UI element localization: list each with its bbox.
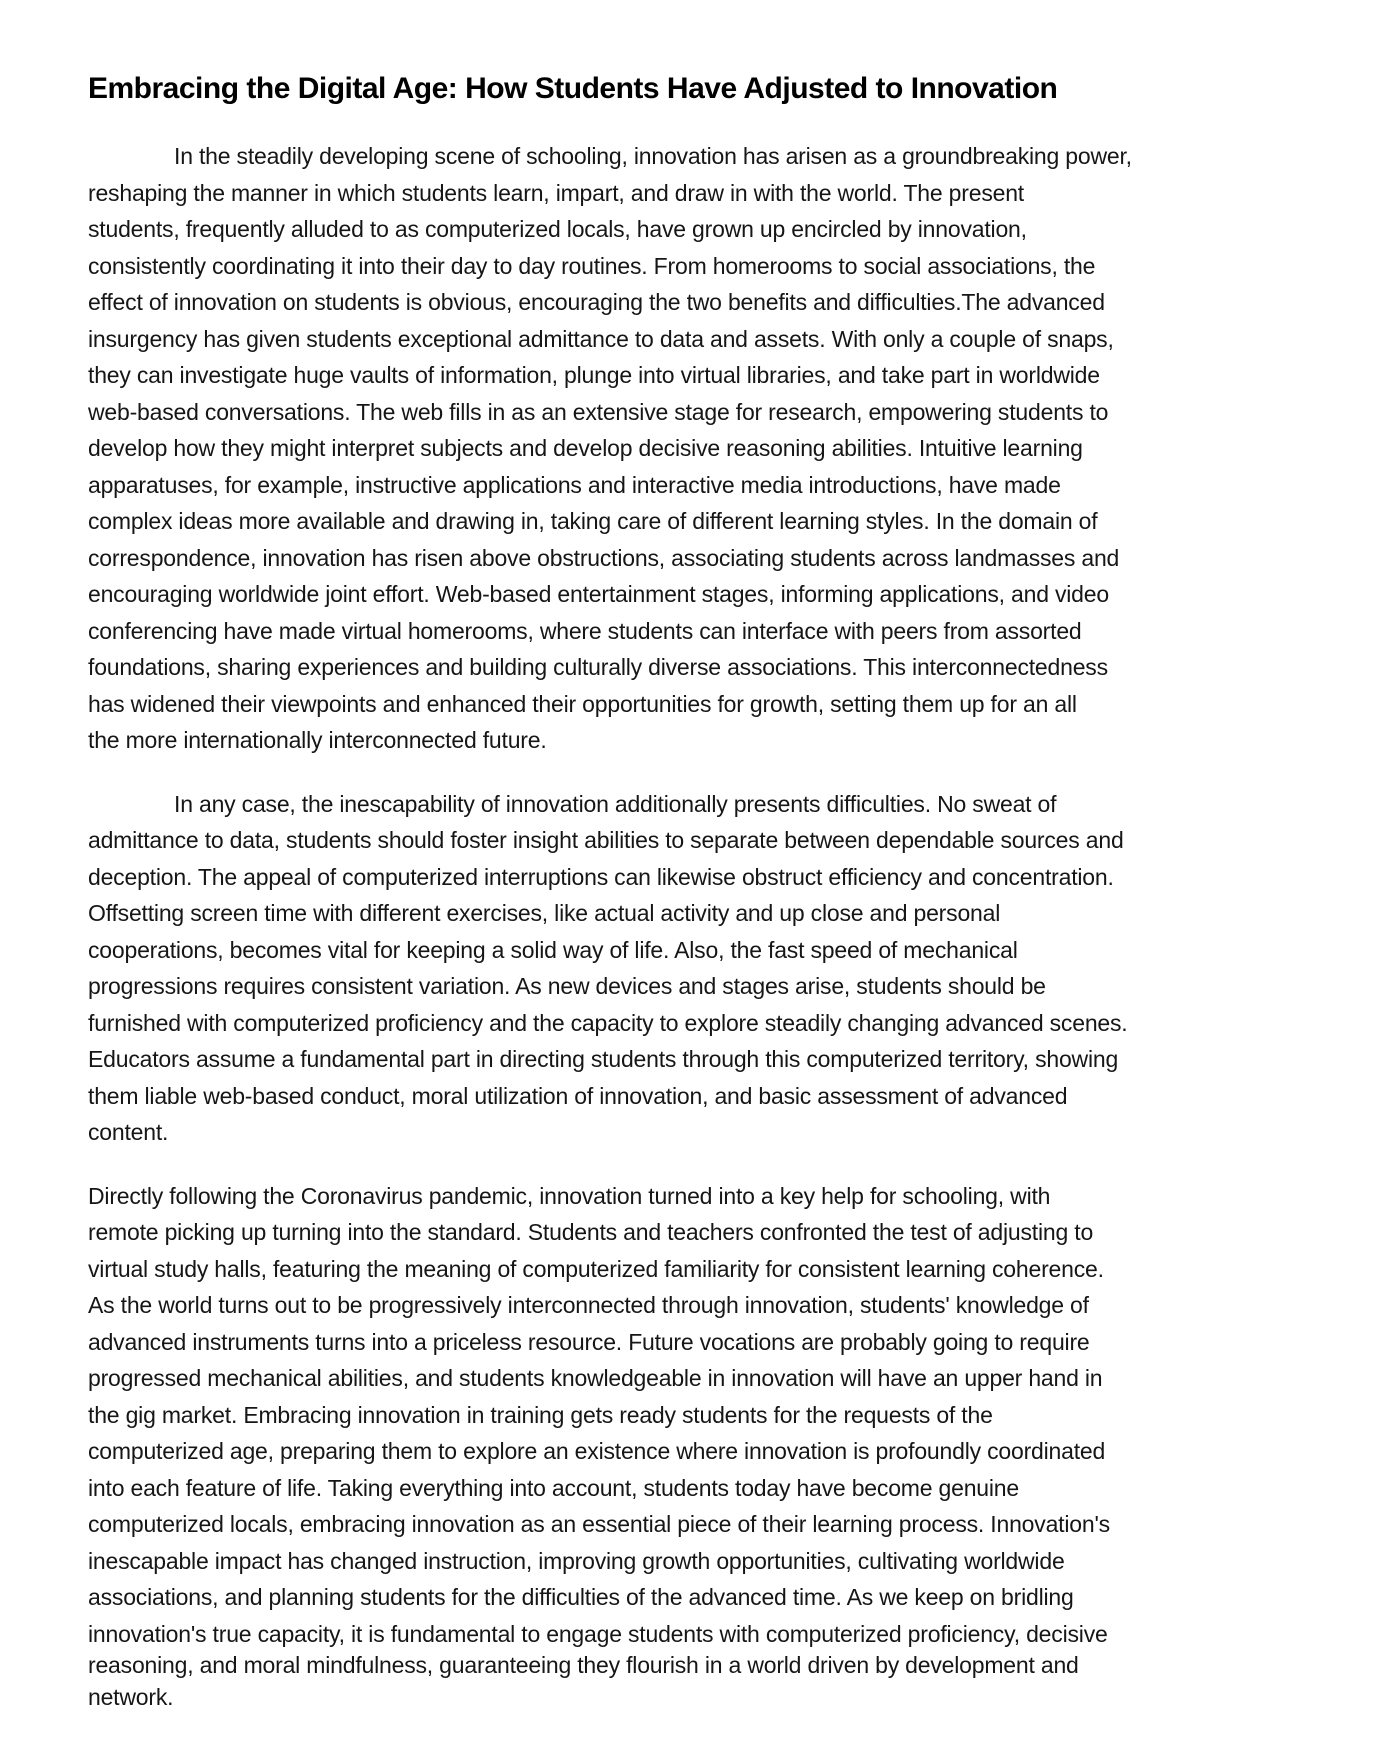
text-line: reshaping the manner in which students learn, impart, and draw in with the world. The present: [88, 179, 1024, 206]
paragraph-3: [88, 1178, 1319, 1717]
text-line: the more internationally interconnected future.: [88, 727, 547, 753]
text-line: them liable web-based conduct, moral utilization of innovation, and basic assessment of advanced: [88, 1082, 1068, 1109]
text-line: admittance to data, students should foster insight abilities to separate between dependable sources and: [88, 827, 1124, 853]
text-line: foundations, sharing experiences and building culturally diverse associations. This interconnectedness: [88, 654, 1108, 680]
text-line: complex ideas more available and drawing in, taking care of different learning styles. In the domain of: [88, 508, 1098, 534]
text-line: apparatuses, for example, instructive applications and interactive media introductions, have made: [88, 471, 1061, 498]
text-line: Directly following the Coronavirus pandemic, innovation turned into a key help for schooling, with: [88, 1182, 1051, 1209]
text-line: they can investigate huge vaults of information, plunge into virtual libraries, and take part in worldwide: [88, 362, 1100, 388]
text-line: progressions requires consistent variation. As new devices and stages arise, students should be: [88, 973, 1046, 999]
text-line: advanced instruments turns into a priceless resource. Future vocations are probably going to require: [88, 1328, 1090, 1355]
text-line: has widened their viewpoints and enhanced their opportunities for growth, setting them up for an all: [88, 690, 1077, 717]
text-line: Offsetting screen time with different exercises, like actual activity and up close and personal: [88, 900, 1001, 926]
document-body: [88, 138, 1319, 1716]
text-line: deception. The appeal of computerized interruptions can likewise obstruct efficiency and concentration.: [88, 863, 1114, 890]
text-line: cooperations, becomes vital for keeping a solid way of life. Also, the fast speed of mechanical: [88, 936, 1018, 963]
text-line: As the world turns out to be progressively interconnected through innovation, students' knowledge of: [88, 1292, 1089, 1318]
text-line: furnished with computerized proficiency and the capacity to explore steadily changing advanced scenes.: [88, 1009, 1128, 1036]
text-line: develop how they might interpret subjects and develop decisive reasoning abilities. Intuitive learning: [88, 435, 1083, 461]
text-line: web-based conversations. The web fills in as an extensive stage for research, empowering students to: [88, 398, 1109, 425]
text-line: progressed mechanical abilities, and students knowledgeable in innovation will have an upper hand in: [88, 1365, 1103, 1391]
text-line: inescapable impact has changed instruction, improving growth opportunities, cultivating worldwide: [88, 1547, 1065, 1574]
text-line: computerized age, preparing them to explore an existence where innovation is profoundly coordinated: [88, 1438, 1106, 1464]
text-line: innovation's true capacity, it is fundamental to engage students with computerized proficiency, decisive: [88, 1620, 1108, 1647]
text-line: In the steadily developing scene of schooling, innovation has arisen as a groundbreaking power,: [174, 143, 1132, 169]
text-line: into each feature of life. Taking everything into account, students today have become genuine: [88, 1474, 1019, 1501]
document-title: Embracing the Digital Age: How Students Have Adjusted to Innovation: [88, 72, 1058, 105]
text-line: computerized locals, embracing innovation as an essential piece of their learning process. Innovation's: [88, 1511, 1110, 1537]
text-line: remote picking up turning into the standard. Students and teachers confronted the test of adjusting to: [88, 1219, 1094, 1245]
text-line: conferencing have made virtual homerooms, where students can interface with peers from assorted: [88, 617, 1082, 644]
text-line: In any case, the inescapability of innovation additionally presents difficulties. No sweat of: [174, 790, 1057, 817]
text-line: effect of innovation on students is obvious, encouraging the two benefits and difficulties.The advanced: [88, 289, 1105, 315]
text-line: students, frequently alluded to as computerized locals, have grown up encircled by innovation,: [88, 216, 1027, 242]
text-line: Educators assume a fundamental part in directing students through this computerized territory, showing: [88, 1046, 1119, 1072]
text-line: associations, and planning students for the difficulties of the advanced time. As we keep on bridling: [88, 1584, 1074, 1610]
text-line: consistently coordinating it into their day to day routines. From homerooms to social associations, the: [88, 252, 1096, 279]
text-line: reasoning, and moral mindfulness, guaranteeing they flourish in a world driven by development and: [88, 1652, 1079, 1678]
text-line: encouraging worldwide joint effort. Web-based entertainment stages, informing applications, and video: [88, 581, 1109, 607]
text-line: insurgency has given students exceptional admittance to data and assets. With only a couple of snaps,: [88, 325, 1114, 352]
text-line: the gig market. Embracing innovation in training gets ready students for the requests of the: [88, 1401, 993, 1428]
paragraph-2: [88, 786, 1319, 1151]
text-line: virtual study halls, featuring the meaning of computerized familiarity for consistent learning coherence.: [88, 1255, 1104, 1282]
paragraph-1: [88, 138, 1319, 759]
text-line: network.: [88, 1684, 174, 1710]
text-line: correspondence, innovation has risen above obstructions, associating students across landmasses and: [88, 544, 1120, 571]
text-line: content.: [88, 1119, 169, 1145]
